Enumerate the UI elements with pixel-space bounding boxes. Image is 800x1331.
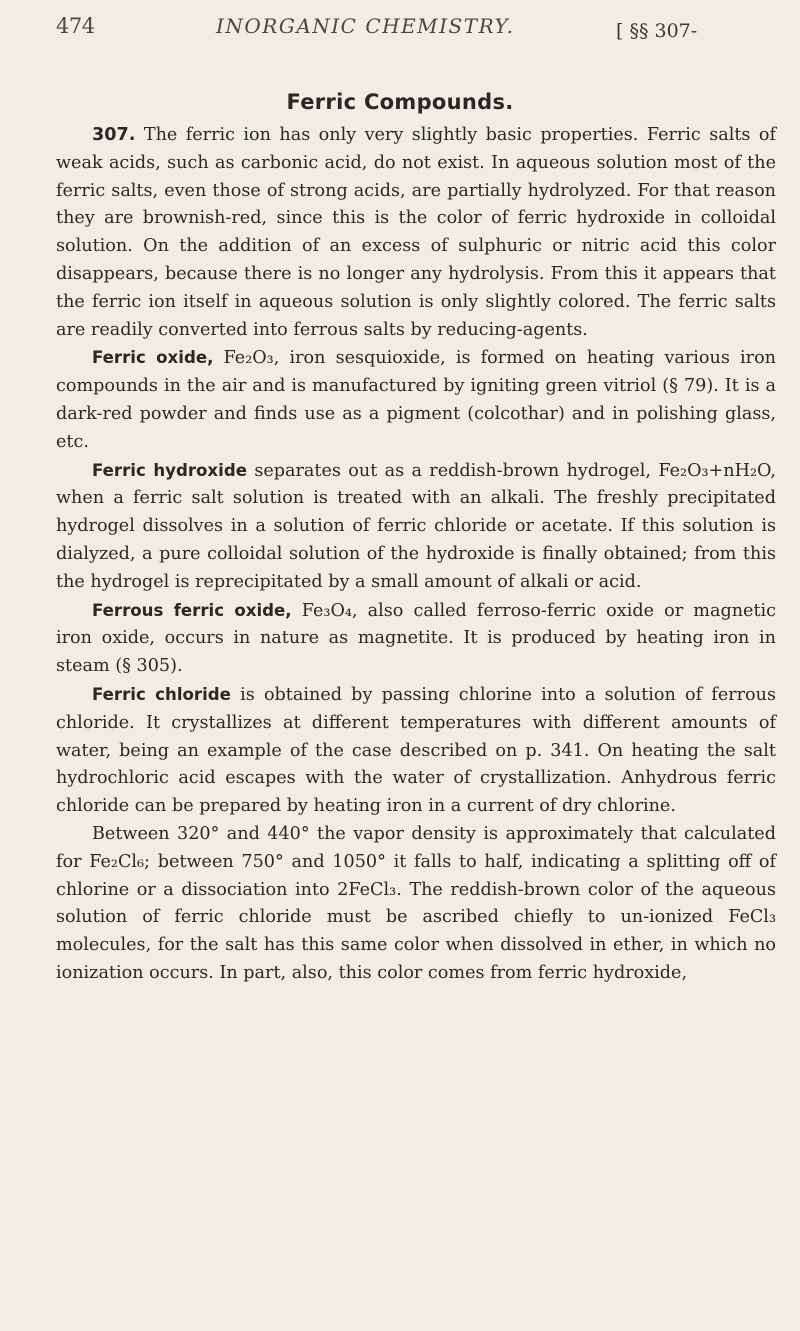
paragraph-text: is obtained by passing chlorine into a solution of ferrous chloride. It crystallizes at different temperatures with different amounts of water, being an example of the case described on p. 341. On heating the salt hydrochloric acid escapes with the water of crystallization. Anhydrous ferric chloride can be prepared by heating iron in a current of dry chlorine. [56, 684, 776, 817]
running-title: INORGANIC CHEMISTRY. [216, 14, 515, 38]
section-number: 307. [92, 125, 136, 145]
paragraph-307 [56, 122, 776, 344]
paragraph-text: Between 320° and 440° the vapor density is approximately that calculated for Fe₂Cl₆; between 750° and 1050° it falls to half, indicating a splitting off of chlorine or a dissociation into 2FeCl₃. The reddish-brown color of the aqueous solution of ferric chloride must be ascribed chiefly to un-ionized FeCl₃ molecules, for the salt has this same color when dissolved in ether, in which no ionization occurs. In part, also, this color comes from ferric hydroxide, [56, 823, 776, 983]
paragraph-ferrous-ferric-oxide [56, 597, 776, 681]
section-reference: [ §§ 307- [616, 20, 698, 42]
term-heading: Ferrous ferric oxide, [92, 600, 292, 620]
term-heading: Ferric chloride [92, 684, 231, 704]
section-heading: Ferric Compounds. [286, 90, 514, 114]
paragraph-text: The ferric ion has only very slightly basic properties. Ferric salts of weak acids, such as carbonic acid, do not exist. In aqueous solution most of the ferric salts, even those of strong acids, are partially hydrolyzed. For that reason they are brownish-red, since this is the color of ferric hydroxide in colloidal solution. On the addition of an excess of sulphuric or nitric acid this color disappears, because there is no longer any hydrolysis. From this it appears that the ferric ion itself in aqueous solution is only slightly colored. The ferric salts are readily converted into ferrous salts by reducing-agents. [56, 125, 776, 340]
paragraph-ferric-oxide [56, 344, 776, 456]
paragraph-ferric-hydroxide [56, 457, 776, 597]
paragraph-text: Fe₃O₄, also called ferroso-ferric oxide or magnetic iron oxide, occurs in nature as magnetite. It is produced by heating iron in steam (§ 305). [56, 600, 776, 677]
running-header [56, 8, 760, 48]
page-number: 474 [56, 14, 95, 38]
term-heading: Ferric oxide, [92, 348, 214, 368]
paragraph-text: Fe₂O₃, iron sesquioxide, is formed on heating various iron compounds in the air and is manufactured by igniting green vitriol (§ 79). It is a dark-red powder and finds use as a pigment (colcothar) and in polishing glass, etc. [56, 348, 777, 452]
body-text [56, 122, 776, 988]
paragraph-ferric-chloride [56, 681, 776, 821]
term-heading: Ferric hydroxide [92, 460, 247, 480]
paragraph-text: separates out as a reddish-brown hydrogel, Fe₂O₃+nH₂O, when a ferric salt solution is treated with an alkali. The freshly precipitated hydrogel dissolves in a solution of ferric chloride or acetate. If this solution is dialyzed, a pure colloidal solution of the hydroxide is finally obtained; from this the hydrogel is reprecipitated by a small amount of alkali or acid. [56, 460, 777, 592]
paragraph-vapor-density [56, 821, 776, 988]
